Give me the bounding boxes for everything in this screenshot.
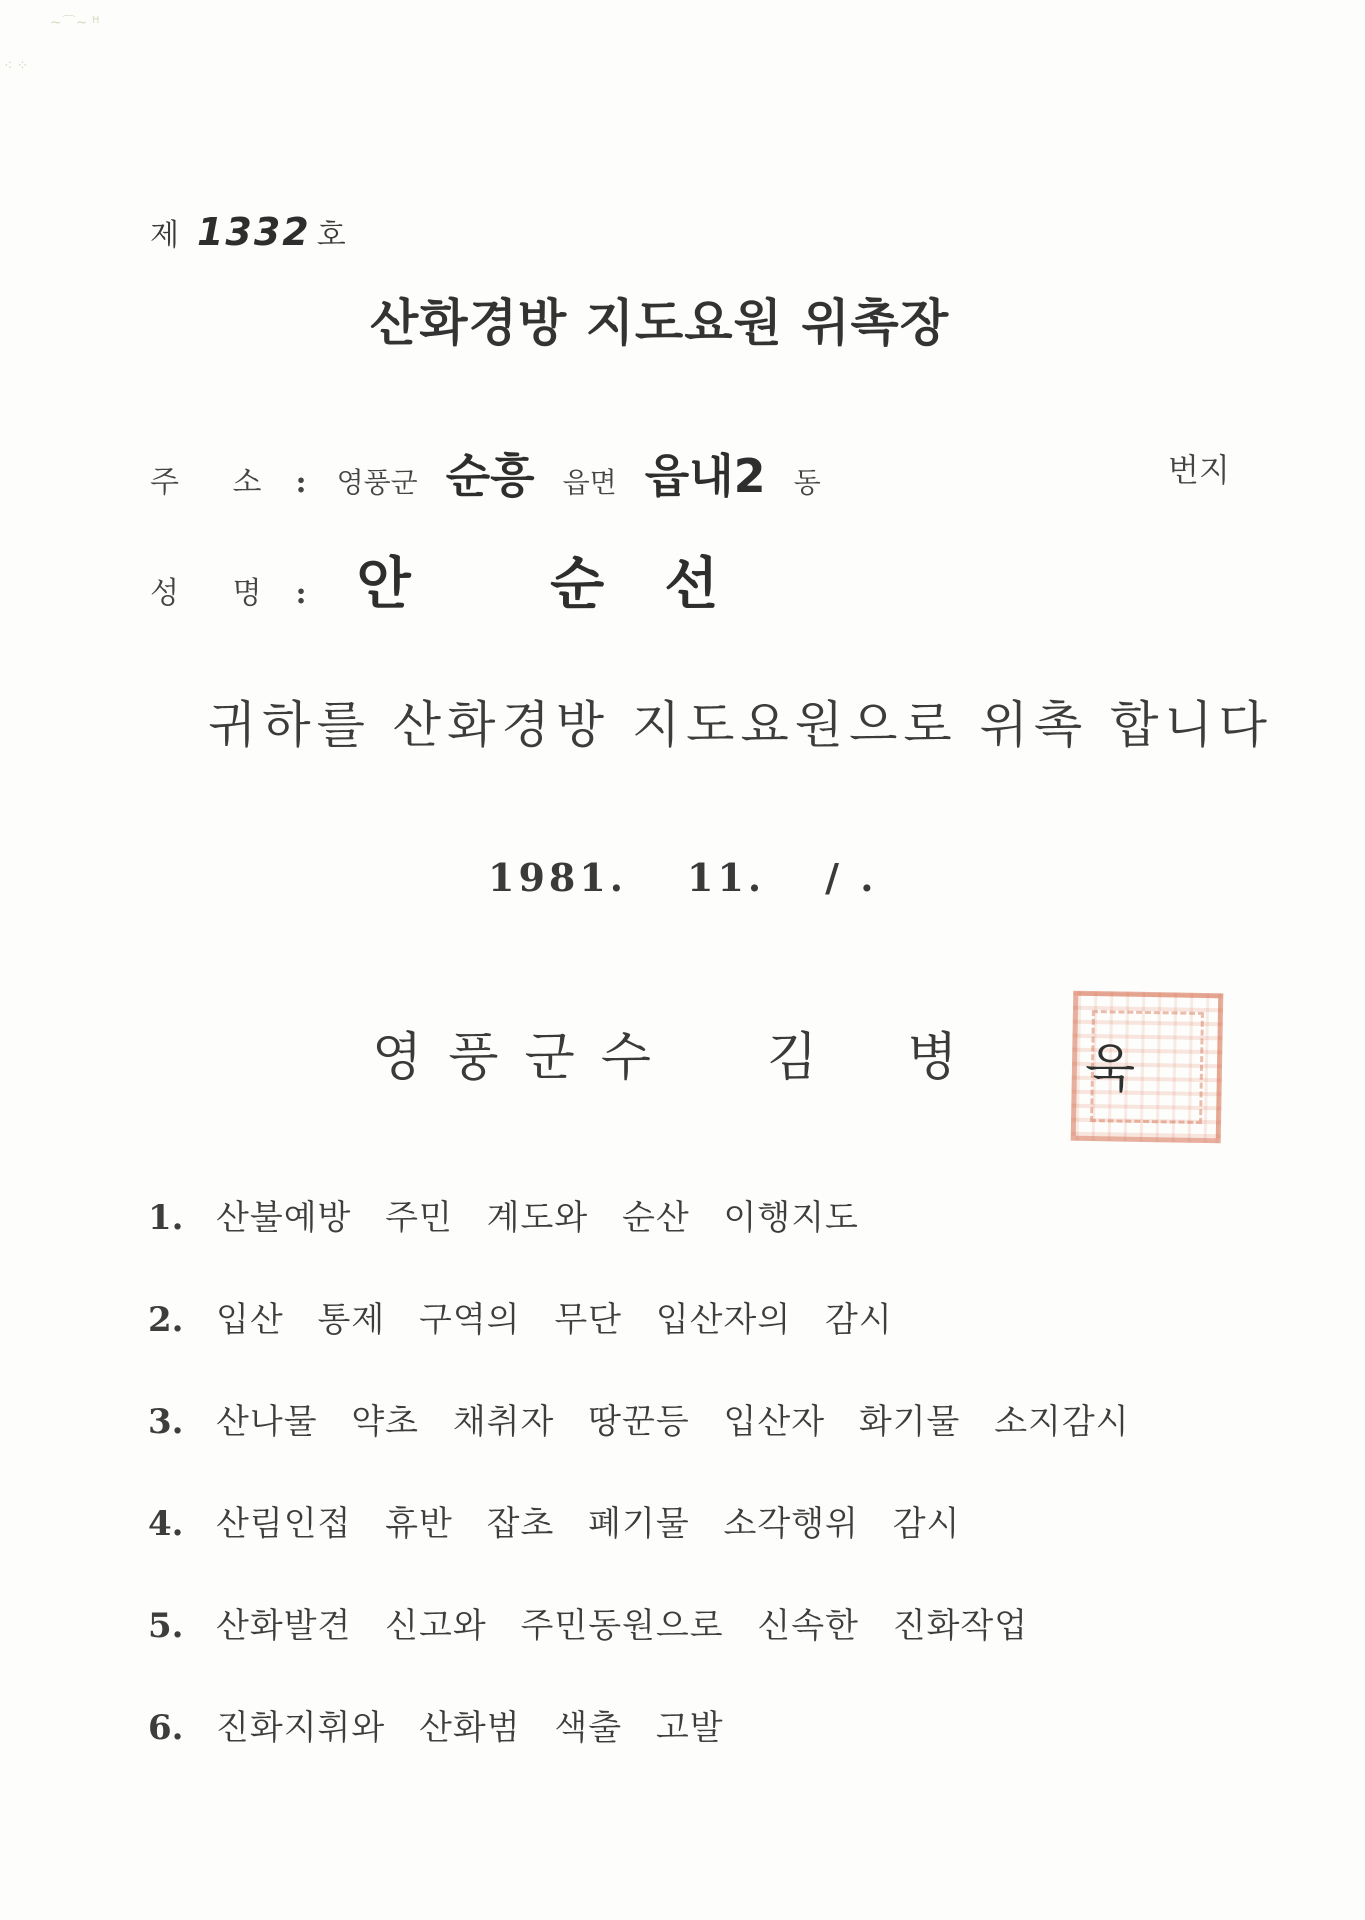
scan-smudge: ~⌒~ ꟸ bbox=[50, 15, 100, 31]
duty-item bbox=[148, 1598, 1028, 1647]
issue-date bbox=[488, 855, 937, 900]
duty-item bbox=[148, 1292, 893, 1341]
issuer-name bbox=[677, 1028, 957, 1088]
duty-number: 5. bbox=[148, 1606, 184, 1646]
duty-item bbox=[148, 1190, 859, 1239]
address-row bbox=[150, 440, 821, 506]
name-colon: : bbox=[295, 576, 307, 611]
address-label: 주 소 bbox=[150, 465, 284, 500]
duty-text: 산화발견 신고와 주민동원으로 신속한 진화작업 bbox=[216, 1606, 1029, 1646]
scan-smudge: ⁖ ⁘ bbox=[4, 58, 29, 74]
duty-text: 산림인접 휴반 잡초 폐기물 소각행위 감시 bbox=[216, 1504, 961, 1544]
duty-number: 6. bbox=[148, 1708, 184, 1748]
duty-number: 1. bbox=[148, 1198, 184, 1238]
document-number-value: 1332 bbox=[196, 210, 311, 254]
address-town-unit: 읍면 bbox=[562, 466, 617, 499]
duty-text: 산불예방 주민 계도와 순산 이행지도 bbox=[216, 1198, 859, 1238]
duty-text: 입산 통제 구역의 무단 입산자의 감시 bbox=[216, 1300, 893, 1340]
issuer bbox=[372, 1015, 957, 1090]
address-town-handwritten: 순흥 bbox=[445, 449, 535, 503]
issue-date-year: 1981. bbox=[488, 855, 627, 900]
name-label: 성 명 bbox=[150, 576, 284, 611]
issuer-office: 영풍군수 bbox=[372, 1028, 677, 1088]
issuer-name-last-char: 욱 bbox=[1084, 1038, 1136, 1100]
address-county: 영풍군 bbox=[336, 466, 418, 499]
duty-item bbox=[148, 1700, 724, 1749]
name-value-handwritten: 안 순선 bbox=[356, 552, 779, 617]
address-village-handwritten: 읍내2 bbox=[644, 449, 766, 503]
address-colon: : bbox=[295, 465, 307, 500]
duty-number: 3. bbox=[148, 1402, 184, 1442]
duty-item bbox=[148, 1496, 960, 1545]
document-number-prefix: 제 bbox=[150, 218, 179, 253]
official-seal-stamp bbox=[1071, 991, 1224, 1144]
name-row bbox=[150, 540, 778, 620]
issuer-name-char: 김 bbox=[766, 1028, 818, 1088]
duty-number: 4. bbox=[148, 1504, 184, 1544]
duty-text: 진화지휘와 산화범 색출 고발 bbox=[216, 1708, 724, 1748]
duty-number: 2. bbox=[148, 1300, 184, 1340]
document-title: 산화경방 지도요원 위촉장 bbox=[370, 294, 950, 352]
address-lot-unit: 번지 bbox=[1168, 451, 1230, 489]
issue-date-day: / . bbox=[825, 855, 878, 900]
issue-date-month: 11. bbox=[687, 855, 766, 900]
document-number bbox=[150, 210, 346, 254]
address-village-unit: 동 bbox=[793, 466, 821, 499]
issuer-name-char: 병 bbox=[907, 1028, 958, 1088]
duty-text: 산나물 약초 채취자 땅꾼등 입산자 화기물 소지감시 bbox=[216, 1402, 1130, 1442]
appointment-statement: 귀하를 산화경방 지도요원으로 위촉 합니다 bbox=[208, 696, 1273, 754]
duty-item bbox=[148, 1394, 1130, 1443]
document-number-suffix: 호 bbox=[316, 218, 346, 253]
